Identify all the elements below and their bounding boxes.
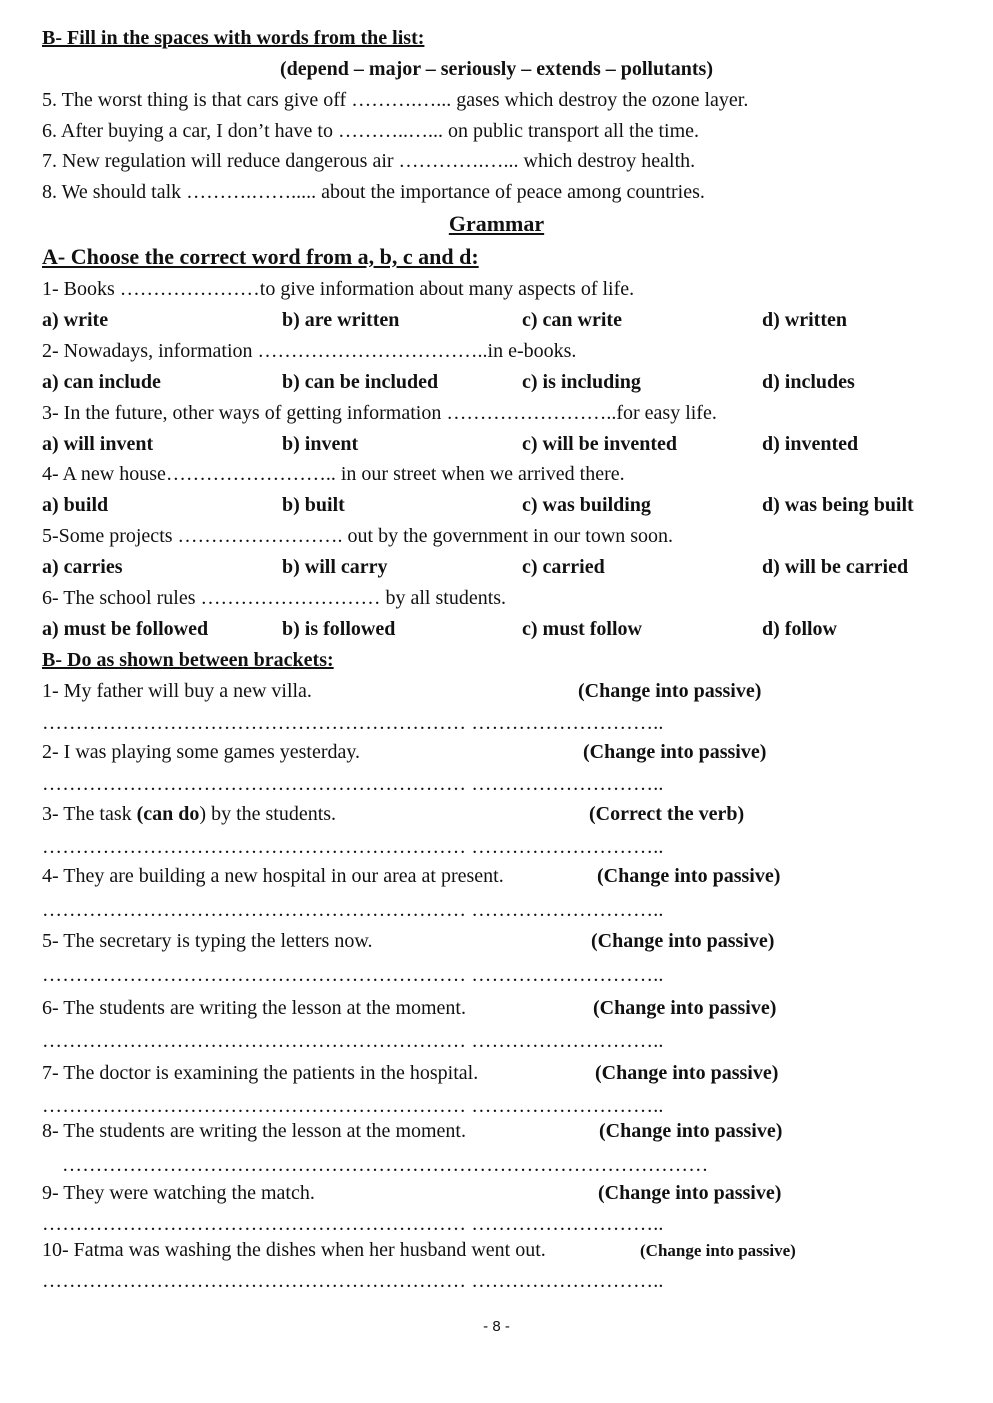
section-a-title: A- Choose the correct word from a, b, c and d:: [42, 244, 479, 269]
transform-item-8: 8- The students are writing the lesson at the moment.: [42, 1120, 466, 1142]
section-b-title: B- Fill in the spaces with words from the list:: [42, 27, 425, 49]
q6-option-b: b) is followed: [282, 618, 396, 640]
item-2-answer-line[interactable]: ……………………………………………………… ………………………..: [42, 773, 664, 795]
q2-option-b: b) can be included: [282, 371, 439, 393]
transform-item-10: 10- Fatma was washing the dishes when her husband went out.: [42, 1239, 546, 1261]
item-7-instruction: (Change into passive): [595, 1062, 779, 1084]
vocab-item-7: 7. New regulation will reduce dangerous air ………….…... which destroy health.: [42, 150, 696, 172]
item-3-text-pre: 3- The task: [42, 803, 137, 825]
transform-item-1: 1- My father will buy a new villa.: [42, 680, 312, 702]
item-3-verb: (can do: [136, 803, 200, 825]
vocab-item-8: 8. We should talk ……….……..... about the importance of peace among countries.: [42, 181, 705, 203]
q2-option-d: d) includes: [762, 371, 855, 393]
question-3-stem: 3- In the future, other ways of getting information ……………………..for easy life.: [42, 402, 717, 424]
q1-option-a: a) write: [42, 309, 109, 331]
item-5-answer-line[interactable]: ……………………………………………………… ………………………..: [42, 964, 664, 986]
q1-option-c: c) can write: [522, 309, 622, 331]
item-6-answer-line[interactable]: ……………………………………………………… ………………………..: [42, 1030, 664, 1052]
item-2-instruction: (Change into passive): [583, 741, 767, 763]
transform-item-4: 4- They are building a new hospital in our area at present.: [42, 865, 504, 887]
q6-option-d: d) follow: [762, 618, 837, 640]
q1-option-d: d) written: [762, 309, 847, 331]
item-9-instruction: (Change into passive): [598, 1182, 782, 1204]
item-4-instruction: (Change into passive): [597, 865, 781, 887]
q4-option-c: c) was building: [522, 494, 651, 516]
q3-option-d: d) invented: [762, 433, 859, 455]
grammar-heading: Grammar: [448, 211, 545, 236]
item-1-instruction: (Change into passive): [578, 680, 762, 702]
q4-option-b: b) built: [282, 494, 345, 516]
item-10-answer-line[interactable]: ……………………………………………………… ………………………..: [42, 1270, 664, 1292]
section-b-grammar-title: B- Do as shown between brackets:: [42, 649, 334, 671]
transform-item-6: 6- The students are writing the lesson at the moment.: [42, 997, 466, 1019]
q3-option-a: a) will invent: [42, 433, 154, 455]
question-5-stem: 5-Some projects ……………………. out by the government in our town soon.: [42, 525, 674, 547]
item-5-instruction: (Change into passive): [591, 930, 775, 952]
q5-option-b: b) will carry: [282, 556, 388, 578]
question-1-stem: 1- Books …………………to give information about many aspects of life.: [42, 278, 635, 300]
question-6-stem: 6- The school rules ……………………… by all students.: [42, 587, 507, 609]
item-3-answer-line[interactable]: ……………………………………………………… ………………………..: [42, 836, 664, 858]
item-3-instruction: (Correct the verb): [589, 803, 745, 825]
item-10-instruction: (Change into passive): [640, 1241, 796, 1260]
item-6-instruction: (Change into passive): [593, 997, 777, 1019]
q3-option-b: b) invent: [282, 433, 359, 455]
q3-option-c: c) will be invented: [522, 433, 677, 455]
question-2-stem: 2- Nowadays, information ……………………………..in e-books.: [42, 340, 577, 362]
question-4-stem: 4- A new house…………………….. in our street when we arrived there.: [42, 463, 625, 485]
page-number: - 8 -: [483, 1318, 510, 1335]
item-4-answer-line[interactable]: ……………………………………………………… ………………………..: [42, 899, 664, 921]
q5-option-d: d) will be carried: [762, 556, 909, 578]
transform-item-2: 2- I was playing some games yesterday.: [42, 741, 361, 763]
q1-option-b: b) are written: [282, 309, 400, 331]
q2-option-a: a) can include: [42, 371, 161, 393]
item-7-answer-line[interactable]: ……………………………………………………… ………………………..: [42, 1095, 664, 1117]
transform-item-3: [42, 801, 336, 827]
transform-item-5: 5- The secretary is typing the letters now.: [42, 930, 373, 952]
vocab-item-6: 6. After buying a car, I don’t have to ………..…... on public transport all the time.: [42, 120, 700, 142]
q6-option-c: c) must follow: [522, 618, 642, 640]
item-1-answer-line[interactable]: ……………………………………………………… ………………………..: [42, 712, 664, 734]
q4-option-a: a) build: [42, 494, 109, 516]
q5-option-a: a) carries: [42, 556, 123, 578]
transform-item-9: 9- They were watching the match.: [42, 1182, 315, 1204]
q6-option-a: a) must be followed: [42, 618, 209, 640]
item-3-text-post: ) by the students.: [199, 803, 337, 825]
item-8-instruction: (Change into passive): [599, 1120, 783, 1142]
item-8-answer-line[interactable]: ……………………………………………………………………………………: [62, 1154, 709, 1176]
q2-option-c: c) is including: [522, 371, 641, 393]
item-9-answer-line[interactable]: ……………………………………………………… ………………………..: [42, 1213, 664, 1235]
vocab-item-5: 5. The worst thing is that cars give off ……….…... gases which destroy the ozone layer.: [42, 89, 749, 111]
transform-item-7: 7- The doctor is examining the patients in the hospital.: [42, 1062, 479, 1084]
q4-option-d: d) was being built: [762, 494, 914, 516]
q5-option-c: c) carried: [522, 556, 605, 578]
word-list: (depend – major – seriously – extends – pollutants): [280, 58, 713, 80]
